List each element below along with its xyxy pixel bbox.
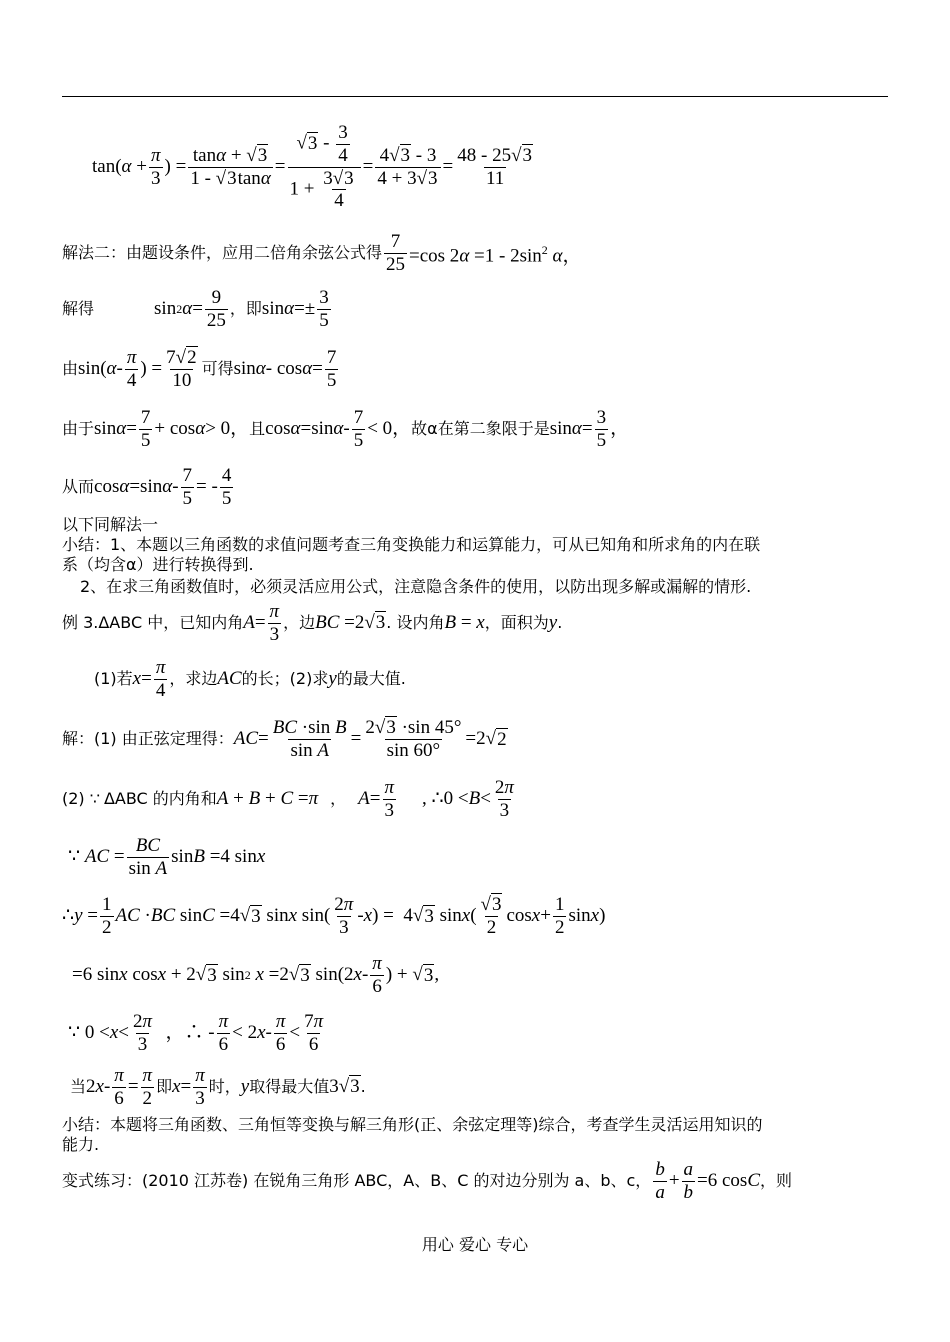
thus-line: 从而 cos α =sin α - $\frac{7}{5}$ = - $\frac{4}{5}$ xyxy=(62,464,232,509)
summary1-line3: 2、在求三角函数值时，必须灵活应用公式，注意隐含条件的使用，以防出现多解或漏解的情形. xyxy=(80,577,752,596)
method2-line: 解法二：由题设条件，应用二倍角余弦公式得 $\frac{7}{25}$ =cos $2\alpha =1 - 2\sin^2$ α， xyxy=(62,230,582,275)
method2-text: 解法二：由题设条件，应用二倍角余弦公式得 xyxy=(62,243,383,262)
header-rule xyxy=(62,96,888,97)
solution6-line: ∵ 0 < x < $\frac{2\pi}{3}$ ，∴ - $\frac{\pi}{6}$ < 2 x - $\frac{\pi}{6}$ < $\frac{7\pi}{6}$ xyxy=(68,1010,324,1055)
solution1-line: 解：(1) 由正弦定理得： AC = $\frac{\text{BC ·sin B}}{\text{sin A}}$ = $\frac{2√3 \cdot\sin 45^\circ}{\sin 60^\circ}$ =2√ 2 xyxy=(62,716,507,761)
solve-line: 解得 sin 2 α = $\frac{9}{25}$ ，即 sin α =± $\frac{3}{5}$ xyxy=(62,286,329,331)
same-as-method1: 以下同解法一 xyxy=(62,515,159,534)
solution4-line: ∴ y = $\frac{1}{2}$ AC · BC sin C =4√ 3 sin x sin( $\frac{2\pi}{3}$ - x ) = 4√ 3 sin x ( $\frac{√3}{2}$ cos x + $\frac{1}{2}$ sin x ) xyxy=(62,893,606,938)
equation-tan: tan(α + $\frac{\pi}{3}$ ) = $\frac{\tan\alpha + √3}{1 - √3\tan\alpha}$ = √3 - $\frac{3}{4}$ 1 + $\frac{3√3}{4}$ = $\frac{4√3 - 3}{4 + 3√3}$ = $\frac{48 - 25√3}{11}$ xyxy=(92,121,533,212)
page-footer: 用心 爱心 专心 xyxy=(421,1235,529,1254)
since-line: 由于 sin α = $\frac{7}{5}$ + cos α > 0， 且 cos α =sin α - $\frac{7}{5}$ < 0， 故α在第二象限于是 sin α = $\frac{3}{5}$ ， xyxy=(62,406,630,451)
summary2-line1: 小结：本题将三角函数、三角恒等变换与解三角形(正、余弦定理等)综合，考查学生灵活运用知识的 xyxy=(62,1115,763,1134)
summary1-line1: 小结：1、本题以三角函数的求值问题考查三角变换能力和运算能力，可从已知角和所求角的内在联 xyxy=(62,535,761,554)
solution3-line: ∵ AC = $\frac{BC}{\text{sin A}}$ sin B =4 sin x xyxy=(68,834,266,879)
solution5-line: =6 sin x cos x + 2√ 3 sin 2 x =2√ 3 sin(2 x - $\frac{\pi}{6}$ ) + √ 3 , xyxy=(72,952,440,997)
summary2-line2: 能力. xyxy=(62,1135,100,1154)
variant-line: 变式练习：(2010 江苏卷) 在锐角三角形 ABC，A、B、C 的对边分别为 a、b、c， $\frac{b}{a}$ + $\frac{a}{b}$ =6 cos C ，则 xyxy=(62,1158,793,1203)
question-line: (1)若 x = $\frac{\pi}{4}$ ，求边 AC 的长；(2)求 y 的最大值. xyxy=(94,656,406,701)
example3-line: 例 3. ΔABC 中，已知内角 A = $\frac{\pi}{3}$ ，边 BC =2√3 . 设内角 B = x ，面积为 y . xyxy=(62,600,563,645)
summary1-line2: 系（均含α）进行转换得到. xyxy=(62,555,254,574)
solution7-line: 当 2 x - $\frac{\pi}{6}$ = $\frac{\pi}{2}$ 即 x = $\frac{\pi}{3}$ 时， y 取得最大值 3√3 . xyxy=(70,1064,366,1109)
solution2-line: (2) ∵ ΔABC 的内角和 A + B + C =π ， A = $\frac{\pi}{3}$ , ∴0 < B < $\frac{2\pi}{3}$ xyxy=(62,776,514,821)
from-line: 由 sin( α - $\frac{\pi}{4}$ ) = $\frac{7√2}{10}$ 可得 sin α - cos α = $\frac{7}{5}$ xyxy=(62,346,337,391)
